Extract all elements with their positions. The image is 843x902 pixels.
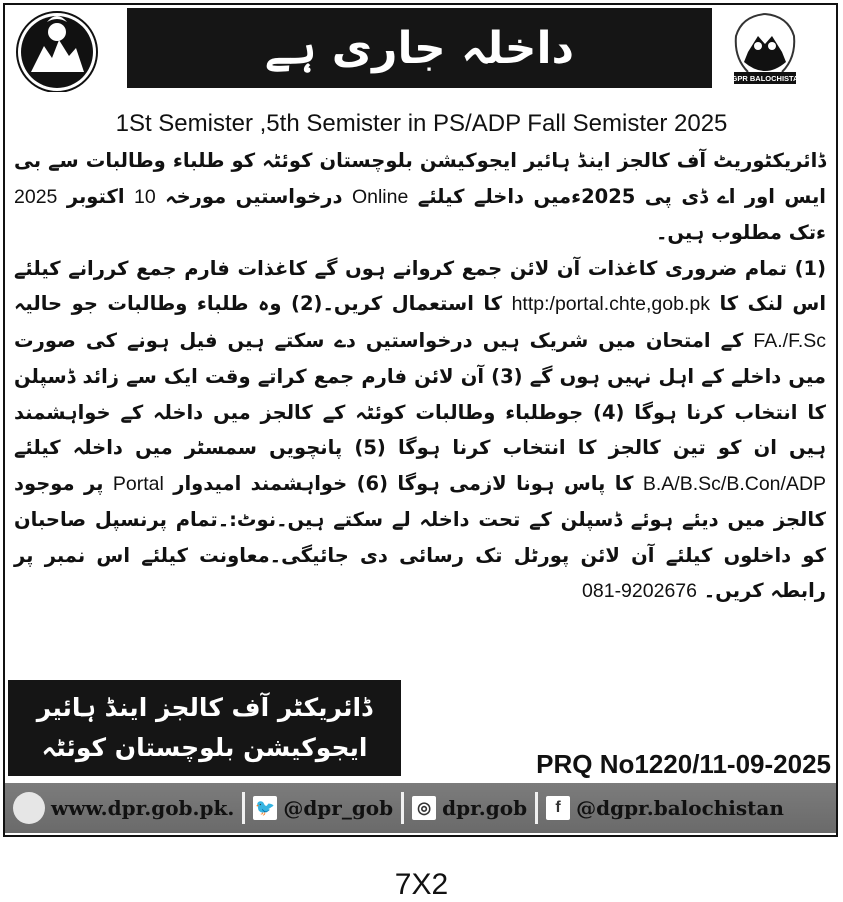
body-text-segment: ءتک مطلوب ہیں۔ xyxy=(655,221,826,244)
twitter-icon: 🐦 xyxy=(253,796,277,820)
dgpr-balochistan-logo xyxy=(722,6,808,92)
announcement-paragraph-2 xyxy=(14,251,826,610)
instagram-handle: dpr.gob xyxy=(442,796,528,820)
facebook-handle: @dgpr.balochistan xyxy=(576,796,784,820)
contact-phone: 081-9202676 xyxy=(582,580,697,602)
admission-open-banner: داخلہ جاری ہے xyxy=(127,8,712,88)
deadline-day: 10 xyxy=(134,185,156,208)
balochistan-emblem-left xyxy=(14,6,100,92)
dgpr-logo-caption: DGPR BALOCHISTAN xyxy=(726,74,804,83)
issuer-line-1: ڈائریکٹر آف کالجز اینڈ ہائیر xyxy=(36,693,373,722)
instagram-icon: ◎ xyxy=(412,796,436,820)
semester-subtitle: 1St Semister ,5th Semister in PS/ADP Fall Semister 2025 xyxy=(115,110,728,137)
ad-size-label: 7X2 xyxy=(394,868,449,901)
website-item[interactable] xyxy=(5,783,242,833)
twitter-item[interactable] xyxy=(245,783,401,833)
announcement-paragraph-1 xyxy=(14,143,826,251)
announcement-body xyxy=(14,143,826,610)
portal-text: Portal xyxy=(112,472,164,495)
issuer-line-2: ایجوکیشن بلوچستان کوئٹہ xyxy=(41,733,368,762)
facebook-icon: f xyxy=(546,796,570,820)
facebook-item[interactable] xyxy=(538,783,792,833)
issuer-signature-block xyxy=(8,680,401,776)
website-text: www.dpr.gob.pk. xyxy=(51,796,235,820)
deadline-year: 2025 xyxy=(14,185,58,208)
body-text-segment: (1) تمام ضروری کاغذات آن لائن جمع کروانے ہوں گے کاغذات فارم جمع کررانے کیلئے اس لنک کا xyxy=(14,256,827,315)
twitter-handle: @dpr_gob xyxy=(283,796,394,820)
body-text-segment: ڈائریکٹوریٹ آف کالجز اینڈ ہائیر ایجوکیشن بلوچستان کوئٹہ کو طلباء وطالبات سے بی ایس اور اے ڈی پی 2025ءمیں داخلے کیلئے xyxy=(14,149,826,208)
instagram-item[interactable] xyxy=(404,783,535,833)
body-text-segment: کا پاس ہونا لازمی ہوگا (6) خواہشمند امیدوار xyxy=(173,471,634,495)
social-footer xyxy=(5,783,836,833)
body-text-segment: کا استعمال کریں۔(2) وہ طلباء وطالبات جو حالیہ xyxy=(14,292,503,315)
body-text-segment: پر موجود کالجز میں دیئے ہوئے ڈسپلن کے تحت داخلہ لے سکتے ہیں۔نوٹ:۔تمام پرنسپل صاحبان کو داخلوں کیلئے آن لائن پورٹل تک رسائی دی جائیگی۔معاونت کیلئے اس نمبر پر رابطہ کریں۔ xyxy=(14,471,826,602)
fa-fsc-text: FA./F.Sc xyxy=(753,329,826,352)
degrees-text: B.A/B.Sc/B.Con/ADP xyxy=(642,472,827,495)
body-text-segment: درخواستیں مورخہ xyxy=(165,184,343,208)
prq-number: PRQ No1220/11-09-2025 xyxy=(536,749,831,779)
globe-icon xyxy=(13,792,45,824)
body-text-segment: کے امتحان میں شریک ہیں درخواستیں دے سکتے ہیں فیل ہونے کی صورت میں داخلے کے اہل نہیں ہوں گے (3) آن لائن فارم جمع کراتے وقت ایک سے زائد ڈسپلن کا انتخاب کرنا ہوگا (4) جوطلباء وطالبات کوئٹہ کے کالجز میں داخلہ کے خواہشمند ہیں ان کو تین کالجز کا انتخاب کرنا ہوگا (5) پانچویں سمسٹر میں داخلہ کیلئے xyxy=(14,328,826,459)
online-text: Online xyxy=(351,185,409,208)
portal-link[interactable]: http:/portal.chte,gob.pk xyxy=(511,293,710,315)
body-text-segment: اکتوبر xyxy=(66,184,125,208)
